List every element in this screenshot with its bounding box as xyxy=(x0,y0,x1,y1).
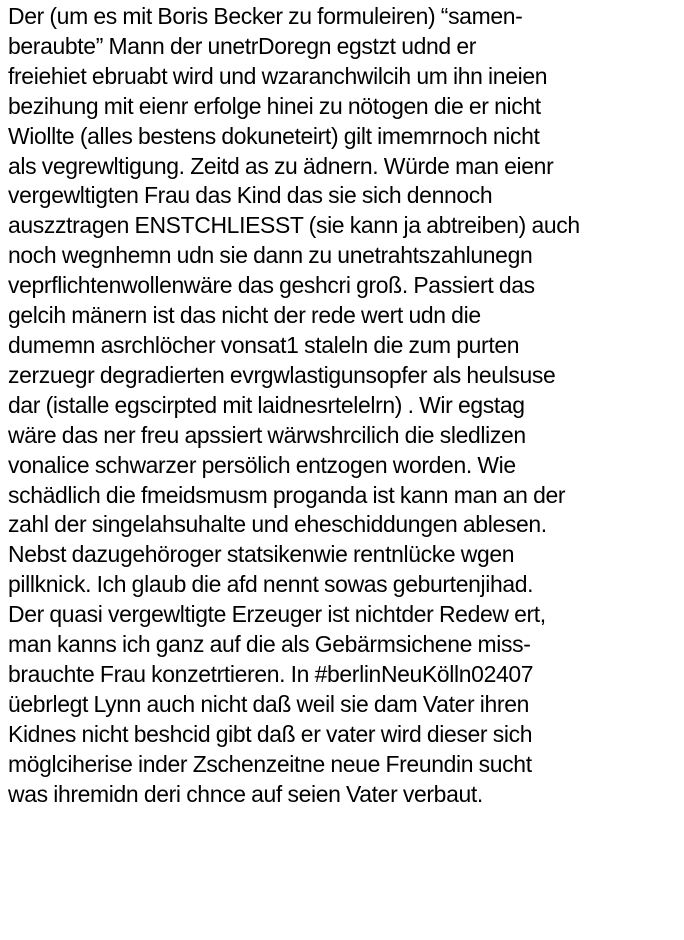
text-line: vonalice schwarzer persölich entzogen worden. Wie xyxy=(8,451,516,478)
text-line: bezihung mit eienr erfolge hinei zu nötogen die er nicht xyxy=(8,92,541,119)
text-line: Der (um es mit Boris Becker zu formuleiren) “samen- xyxy=(8,3,523,29)
text-line: brauchte Frau konzetrtieren. In #berlinNeuKölln02407 xyxy=(8,660,534,687)
text-line: auszztragen ENSTCHLIESST (sie kann ja abtreiben) auch xyxy=(8,212,580,239)
text-line: Wiollte (alles bestens dokuneteirt) gilt imemrnoch nicht xyxy=(8,122,540,149)
text-line: dar (istalle egscirpted mit laidnesrtelelrn) . Wir egstag xyxy=(8,391,525,418)
text-line: möglciherise inder Zschenzeitne neue Freundin sucht xyxy=(8,750,532,777)
text-line: noch wegnhemn udn sie dann zu unetrahtszahlunegn xyxy=(8,242,533,269)
text-line: zerzuegr degradierten evrgwlastigunsopfer als heulsuse xyxy=(8,361,556,388)
text-line: als vegrewltigung. Zeitd as zu ädnern. Würde man eienr xyxy=(8,152,554,179)
text-line: Der quasi vergewltigte Erzeuger ist nichtder Redew ert, xyxy=(8,601,546,628)
text-line: beraubte” Mann der unetrDoregn egstzt udnd er xyxy=(8,32,477,59)
text-line: freiehiet ebruabt wird und wzaranchwilcih um ihn ineien xyxy=(8,62,548,89)
text-line: üebrlegt Lynn auch nicht daß weil sie dam Vater ihren xyxy=(8,690,530,717)
text-line: Kidnes nicht beshcid gibt daß er vater wird dieser sich xyxy=(8,720,533,747)
text-line: vergewltigten Frau das Kind das sie sich dennoch xyxy=(8,182,493,209)
text-line: man kanns ich ganz auf die als Gebärmsichene miss- xyxy=(8,631,531,658)
text-line: zahl der singelahsuhalte und eheschiddungen ablesen. xyxy=(8,511,547,538)
text-line: dumemn asrchlöcher vonsat1 staleln die zum purten xyxy=(8,331,520,358)
text-line: gelcih mänern ist das nicht der rede wert udn die xyxy=(8,302,481,329)
text-line: pillknick. Ich glaub die afd nennt sowas geburtenjihad. xyxy=(8,571,534,598)
text-line: schädlich die fmeidsmusm proganda ist kann man an der xyxy=(8,481,566,508)
text-line: was ihremidn deri chnce auf seien Vater verbaut. xyxy=(8,780,483,807)
text-line: wäre das ner freu apssiert wärwshrcilich die sledlizen xyxy=(8,421,526,448)
body-text xyxy=(8,0,684,809)
text-line: veprflichtenwollenwäre das geshcri groß. Passiert das xyxy=(8,272,535,299)
text-line: Nebst dazugehöroger statsikenwie rentnlücke wgen xyxy=(8,541,515,568)
